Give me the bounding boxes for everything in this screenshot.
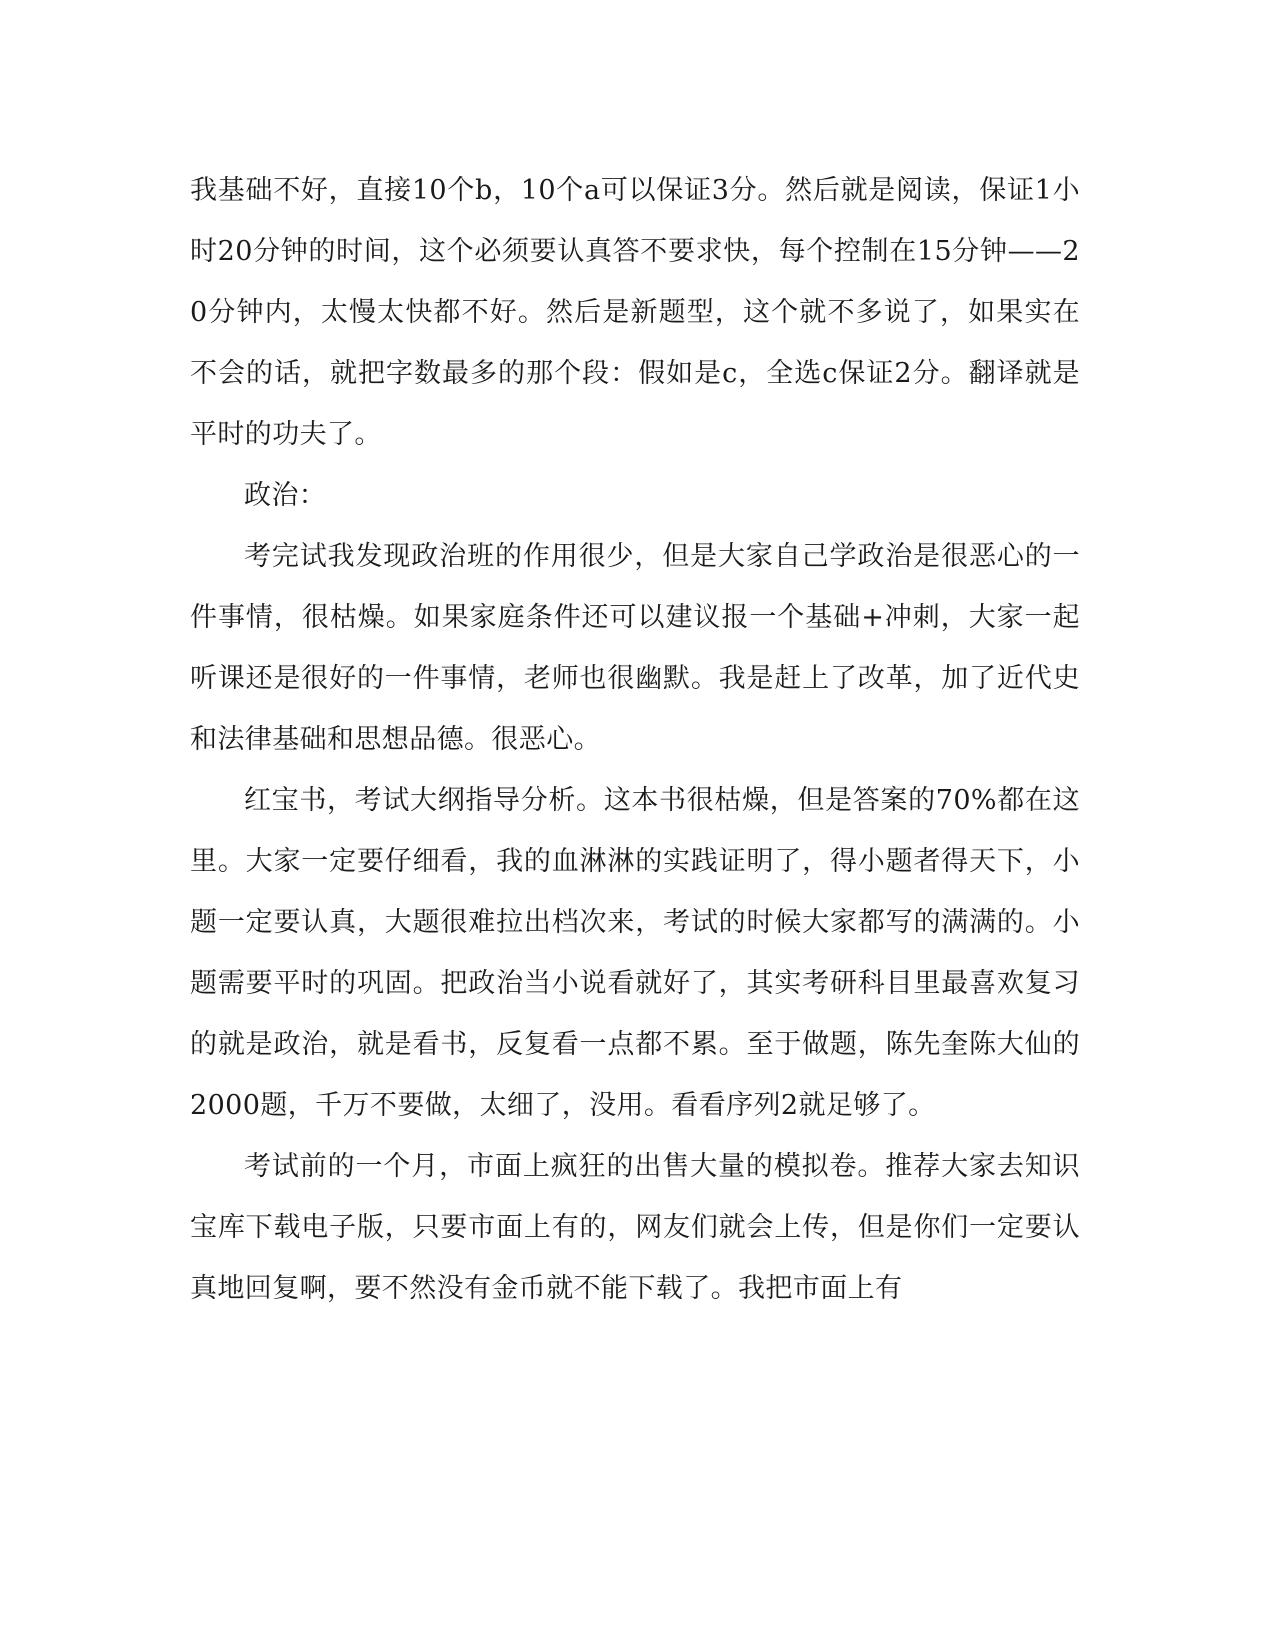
paragraph-politics-class: 考完试我发现政治班的作用很少，但是大家自己学政治是很恶心的一件事情，很枯燥。如果家庭条件还可以建议报一个基础+冲刺，大家一起听课还是很好的一件事情，老师也很幽默。我是赶上了改革，加了近代史和法律基础和思想品德。很恶心。 [190,541,1080,755]
paragraph-red-book: 红宝书，考试大纲指导分析。这本书很枯燥，但是答案的70%都在这里。大家一定要仔细看，我的血淋淋的实践证明了，得小题者得天下，小题一定要认真，大题很难拉出档次来，考试的时候大家都写的满满的。小题需要平时的巩固。把政治当小说看就好了，其实考研科目里最喜欢复习的就是政治，就是看书，反复看一点都不累。至于做题，陈先奎陈大仙的2000题，千万不要做，太细了，没用。看看序列2就足够了。 [190,785,1080,1121]
document-body [190,160,1080,1319]
paragraph-mock-exams: 考试前的一个月，市面上疯狂的出售大量的模拟卷。推荐大家去知识宝库下载电子版，只要市面上有的，网友们就会上传，但是你们一定要认真地回复啊，要不然没有金币就不能下载了。我把市面上有 [190,1151,1080,1304]
section-heading-politics: 政治： [244,480,327,511]
paragraph-english-strategy: 我基础不好，直接10个b，10个a可以保证3分。然后就是阅读，保证1小时20分钟的时间，这个必须要认真答不要求快，每个控制在15分钟——20分钟内，太慢太快都不好。然后是新题型，这个就不多说了，如果实在不会的话，就把字数最多的那个段：假如是c，全选c保证2分。翻译就是平时的功夫了。 [190,175,1080,450]
